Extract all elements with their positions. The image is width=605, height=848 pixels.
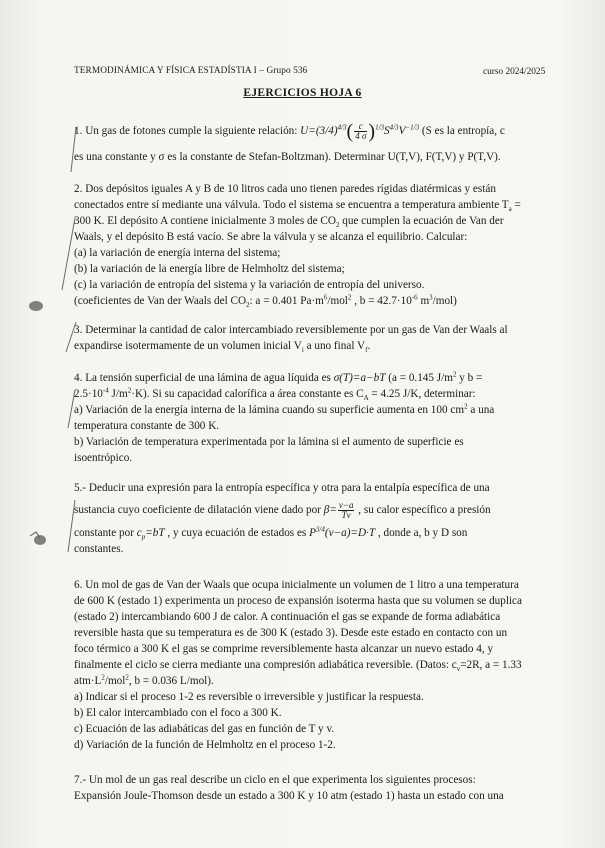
exercise-6: 6. Un mol de gas de Van der Waals que ocupa inicialmente un volumen de 1 litro a una temperatura de 600 K (estado 1) experimenta un proceso de expansión isoterma hasta que su volumen se duplica (estado 2) intercambiando 600 J de calor. A continuación el gas se expande de forma adiabática reversible hasta que su temperatura es de 300 K (estado 3). Desde este estado en contacto con un foco térmico a 300 K el gas se comprime reversiblemente hasta alcanzar un nuevo estado 4, y finalmente el ciclo se cierra mediante una compresión adiabática reversible. (Datos: $c_v=2R$, a = 1.33 $atm\cdot L^2/mol^2$, b = 0.036 L/mol). a) Indicar si el proceso 1-2 es reversible o irreversible y justificar la respuesta. b) El calor intercambiado con el foco a 300 K. c) Ecuación de las adiabáticas del gas en función de T y v. d) Variación de la función de Helmholtz en el proceso 1-2. xyxy=(74,579,522,751)
course-title: TERMODINÁMICA Y FÍSICA ESTADÍSTIA I – Grupo 536 xyxy=(74,66,308,76)
pencil-smudge-1 xyxy=(29,301,43,311)
exercise-4: 4. La tensión superficial de una lámina de agua líquida es σ(T)=a−bT (a = 0.145 $J/m^2$ y b = $2.5\cdot 10^{-4}$ $J/m^2\cdot K$). Si su capacidad calorífica a área constante es $C_A = 4.25$ J/K, determinar: a) Variación de la energía interna de la lámina cuando su superficie aumenta en 100 $cm^2$ a una temperatura constante de 300 K. b) Variación de temperatura experimentada por la lámina si el aumento de superficie es isoentrópico. xyxy=(74,370,495,464)
exercise-7: 7.- Un mol de un gas real describe un ciclo en el que experimenta los siguientes procesos: Expansión Joule-Thomson desde un estado a 300 K y 10 atm (estado 1) hasta un estado con una xyxy=(74,774,504,802)
course-year: curso 2024/2025 xyxy=(483,67,546,77)
pencil-smudge-2 xyxy=(34,535,46,545)
pencil-scribble xyxy=(30,532,40,538)
exercise-2: 2. Dos depósitos iguales A y B de 10 litros cada uno tienen paredes rígidas diatérmicas y están conectados entre sí mediante una válvula. Todo el sistema se encuentra a temperatura ambiente $T_a$ = 300 K. El depósito A contiene inicialmente 3 moles de $CO_2$ que cumplen la ecuación de Van der Waals, y el depósito B está vacío. Se abre la válvula y se alcanza el equilibrio. Calcular: (a) la variación de energía interna del sistema; (b) la variación de la energía libre de Helmholtz del sistema; (c) la variación de entropía del sistema y la variación de entropía del universo. (coeficientes de Van der Waals del $CO_2$: a = 0.401 $Pa\cdot m^6/mol^2$ , $b = 42.7\cdot 10^{-6}$ $m^3/mol$) xyxy=(74,183,521,310)
equation-U: $U=(3/4)^{4/3}$( $\frac{c}{4 \sigma}$ )$^{1/3}S^{4/3}V^{-1/3}$ xyxy=(300,120,420,143)
exercise-3: 3. Determinar la cantidad de calor intercambiado reversiblemente por un gas de Van der Waals al expandirse isotermamente de un volumen inicial $V_i$ a uno final $V_f$. xyxy=(74,324,508,355)
exercise-1: 1. Un gas de fotones cumple la siguiente relación: $U=(3/4)^{4/3}$( $\frac{c}{4 \sigma}$ )$^{1/3}S^{4/3}V^{-1/3}$ (S es la entropía, c es una constante y σ es la constante de Stefan-Boltzman). Determinar U(T,V), F(T,V) y P(T,V). xyxy=(74,120,505,163)
exercise-5: 5.- Deducir una expresión para la entropía específica y otra para la entalpía específica de una sustancia cuyo coeficiente de dilatación viene dado por β= $\frac{v-a}{Tv}$ , su calor específico a presión constante por $c_p=bT$ , y cuya ecuación de estados es $P^{3/4}(v-a)=D\cdot T$ , donde a, b y D son constantes. xyxy=(74,482,491,555)
page-title: EJERCICIOS HOJA 6 xyxy=(243,87,362,99)
